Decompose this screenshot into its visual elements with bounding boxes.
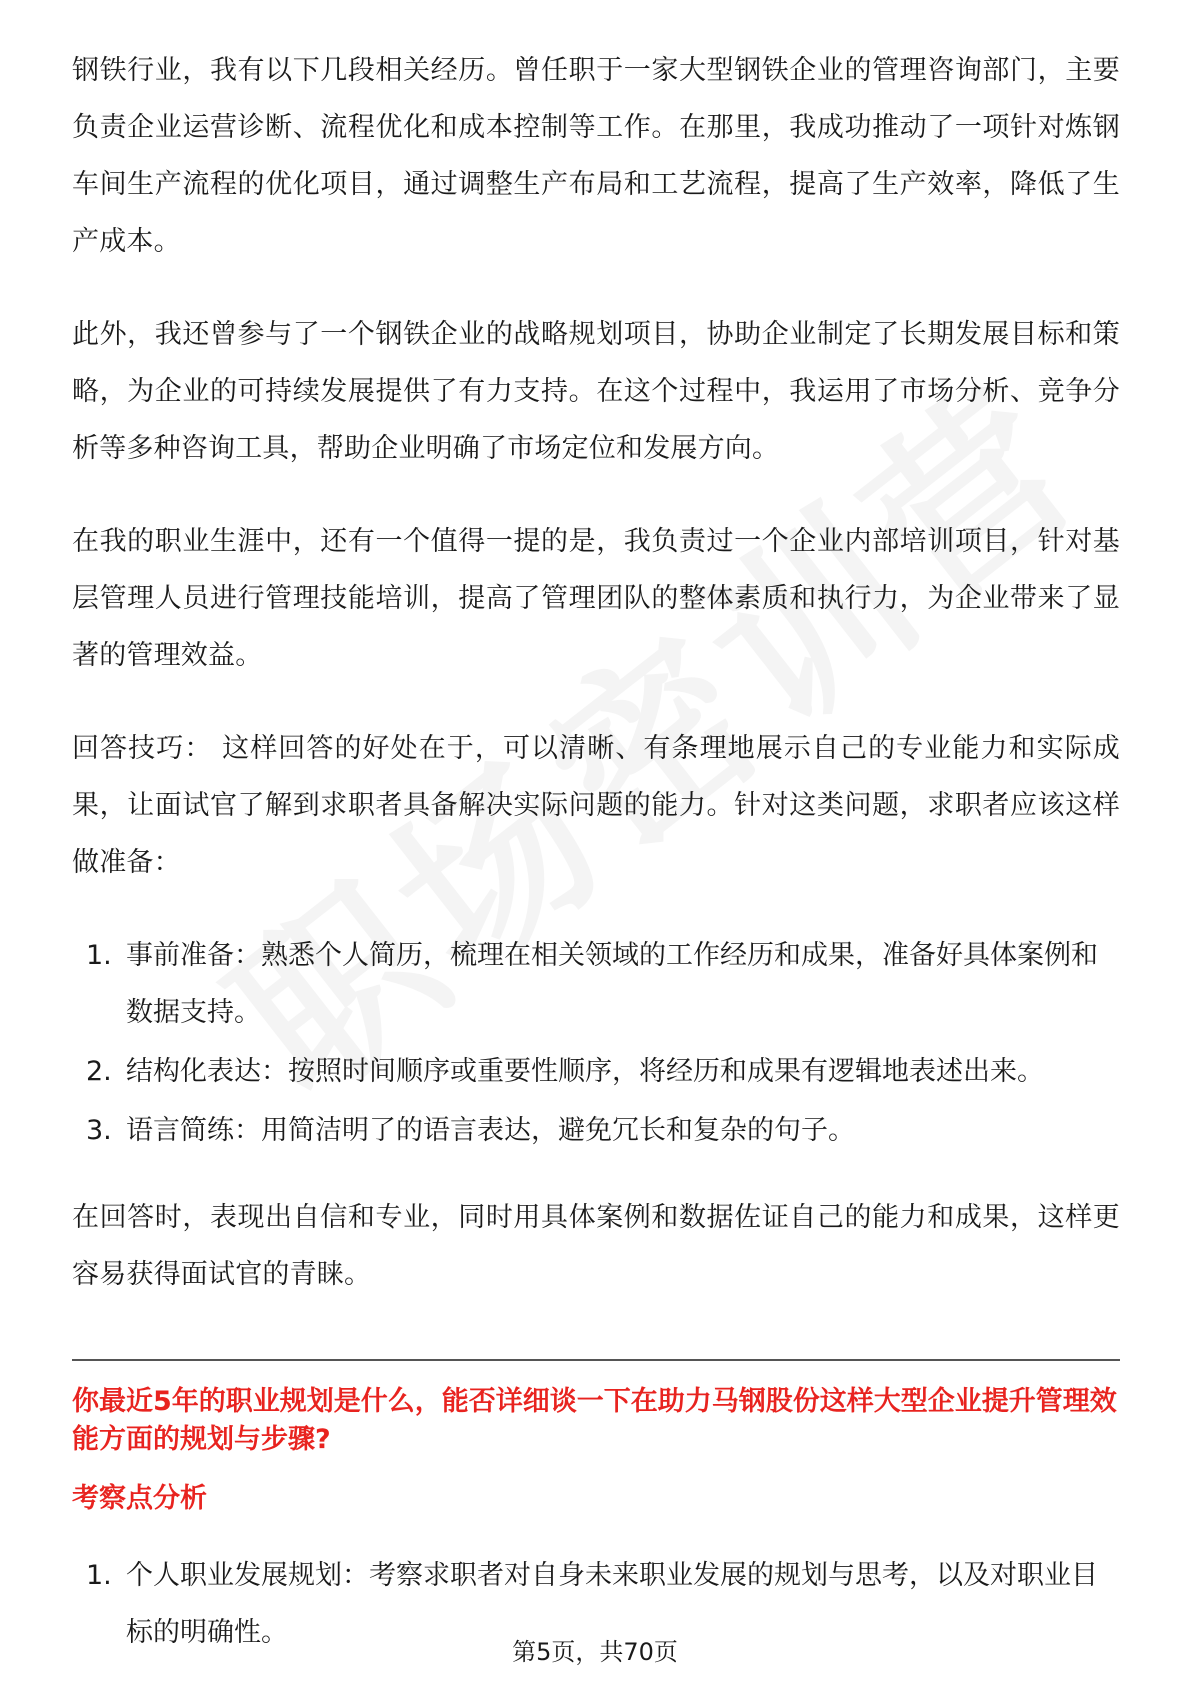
page-footer: 第5页，共70页	[512, 1638, 678, 1666]
list-item-text: 事前准备：熟悉个人简历，梳理在相关领域的工作经历和成果，准备好具体案例和数据支持。	[126, 940, 1098, 1028]
interview-question: 你最近5年的职业规划是什么，能否详细谈一下在助力马钢股份这样大型企业提升管理效能方面的规划与步骤?	[72, 1386, 1117, 1455]
section-divider	[72, 1359, 1120, 1361]
list-item	[72, 1043, 1120, 1100]
paragraph-training: 在我的职业生涯中，还有一个值得一提的是，我负责过一个企业内部培训项目，针对基层管理人员进行管理技能培训，提高了管理团队的整体素质和执行力，为企业带来了显著的管理效益。	[72, 526, 1120, 671]
list-item-text: 结构化表达：按照时间顺序或重要性顺序，将经历和成果有逻辑地表述出来。	[126, 1056, 1044, 1087]
paragraph-experience: 钢铁行业，我有以下几段相关经历。曾任职于一家大型钢铁企业的管理咨询部门，主要负责企业运营诊断、流程优化和成本控制等工作。在那里，我成功推动了一项针对炼钢车间生产流程的优化项目，通过调整生产布局和工艺流程，提高了生产效率，降低了生产成本。	[72, 55, 1120, 257]
preparation-steps-list	[72, 927, 1120, 1159]
list-item-number: 1.	[86, 940, 112, 971]
list-item-text: 个人职业发展规划：考察求职者对自身未来职业发展的规划与思考，以及对职业目标的明确性。	[126, 1560, 1098, 1648]
list-item-number: 2.	[86, 1056, 112, 1087]
document-page	[72, 42, 1120, 1691]
paragraph-closing: 在回答时，表现出自信和专业，同时用具体案例和数据佐证自己的能力和成果，这样更容易获得面试官的青睐。	[72, 1202, 1120, 1290]
list-item-number: 1.	[86, 1560, 112, 1591]
list-item	[72, 927, 1120, 1041]
section-title: 考察点分析	[72, 1483, 207, 1514]
paragraph-answer-tips: 回答技巧： 这样回答的好处在于，可以清晰、有条理地展示自己的专业能力和实际成果，让面试官了解到求职者具备解决实际问题的能力。针对这类问题，求职者应该这样做准备：	[72, 733, 1120, 878]
list-item-number: 3.	[86, 1115, 112, 1146]
list-item	[72, 1102, 1120, 1159]
list-item-text: 语言简练：用简洁明了的语言表达，避免冗长和复杂的句子。	[126, 1115, 855, 1146]
paragraph-strategy: 此外，我还曾参与了一个钢铁企业的战略规划项目，协助企业制定了长期发展目标和策略，为企业的可持续发展提供了有力支持。在这个过程中，我运用了市场分析、竞争分析等多种咨询工具，帮助企业明确了市场定位和发展方向。	[72, 319, 1120, 464]
